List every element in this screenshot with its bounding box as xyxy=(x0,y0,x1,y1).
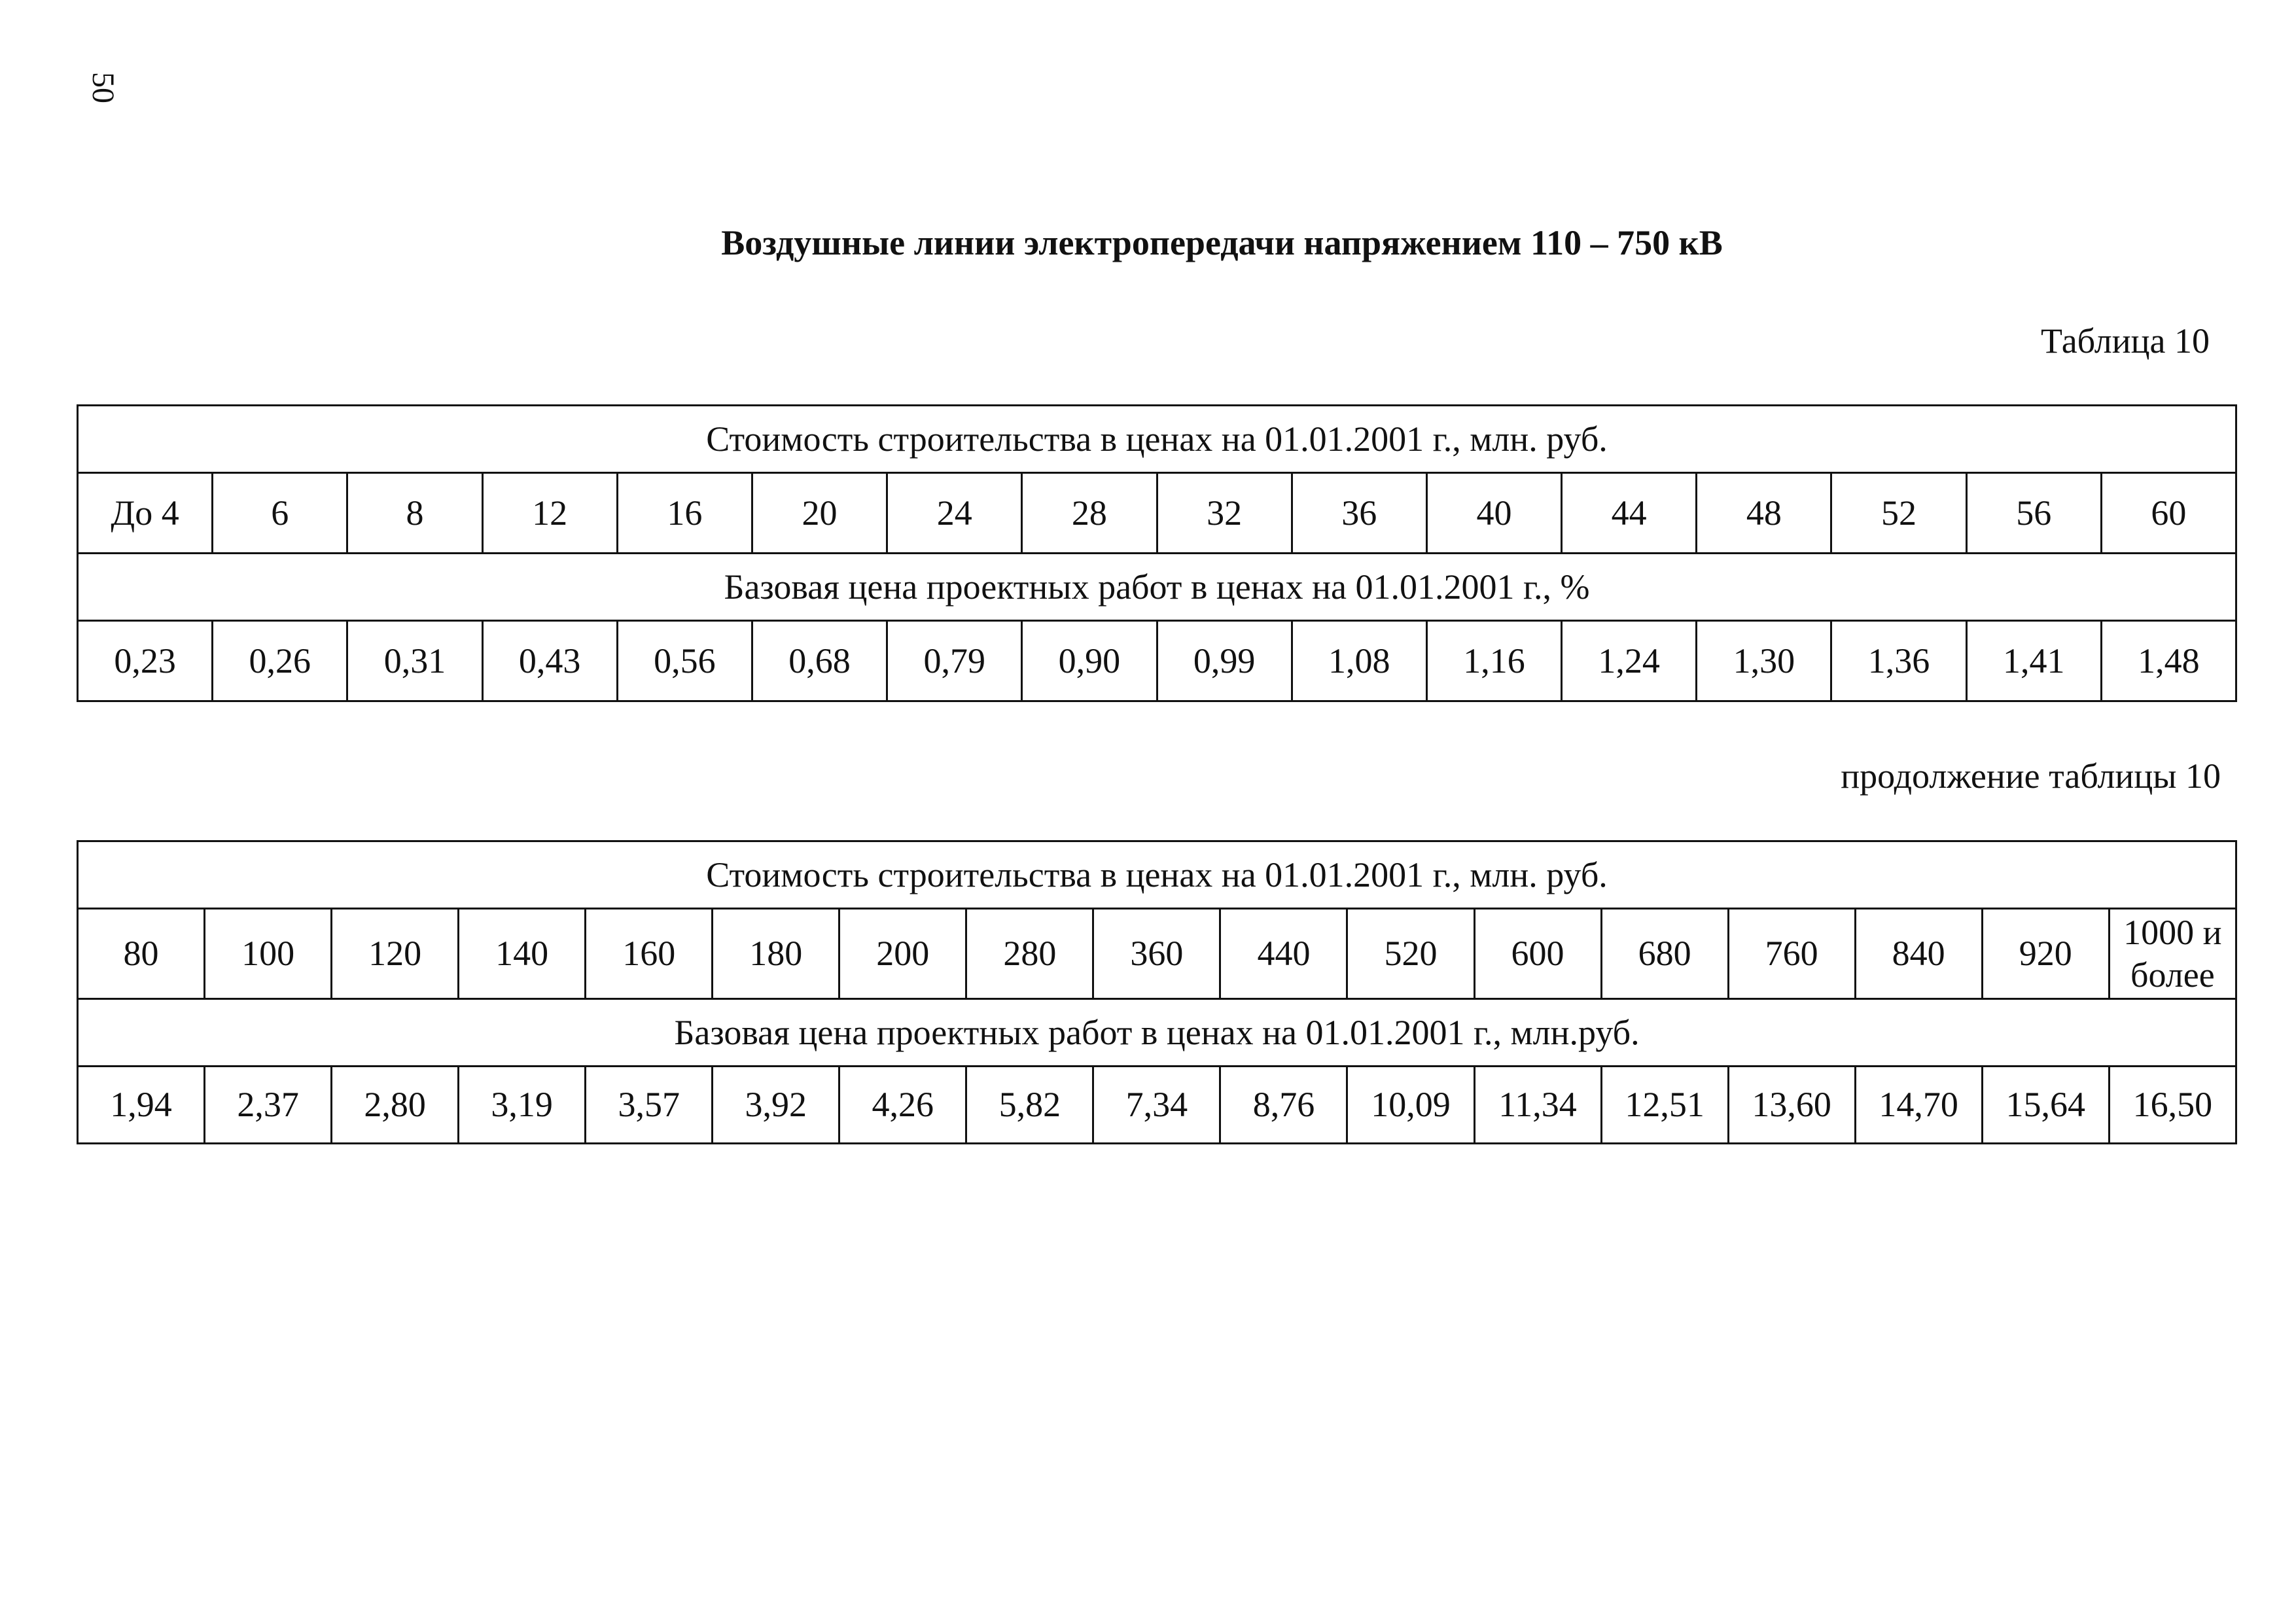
price-cell: 15,64 xyxy=(1982,1067,2109,1144)
cost-header-row xyxy=(78,841,2236,909)
price-cell: 1,41 xyxy=(1966,621,2101,701)
cost-cell: 32 xyxy=(1157,473,1292,554)
price-cell: 8,76 xyxy=(1220,1067,1347,1144)
price-cell: 1,08 xyxy=(1292,621,1426,701)
price-cell: 13,60 xyxy=(1728,1067,1855,1144)
price-cell: 14,70 xyxy=(1855,1067,1982,1144)
cost-cell: 180 xyxy=(713,909,839,999)
price-values-row xyxy=(78,1067,2236,1144)
price-cell: 0,26 xyxy=(213,621,347,701)
cost-header-row xyxy=(78,406,2236,473)
cost-header-cell: Стоимость строительства в ценах на 01.01.2001 г., млн. руб. xyxy=(78,841,2236,909)
cost-cell: 680 xyxy=(1601,909,1728,999)
price-cell: 0,90 xyxy=(1022,621,1157,701)
cost-values-row xyxy=(78,909,2236,999)
price-header-row xyxy=(78,999,2236,1067)
price-cell: 0,68 xyxy=(752,621,887,701)
price-cell: 0,31 xyxy=(347,621,482,701)
cost-cell: 520 xyxy=(1347,909,1474,999)
price-values-row xyxy=(78,621,2236,701)
cost-cell: 360 xyxy=(1093,909,1220,999)
price-cell: 2,37 xyxy=(205,1067,332,1144)
cost-cell: 28 xyxy=(1022,473,1157,554)
cost-cell: 840 xyxy=(1855,909,1982,999)
price-cell: 3,19 xyxy=(459,1067,586,1144)
price-cell: 1,24 xyxy=(1562,621,1697,701)
price-header-row xyxy=(78,554,2236,621)
price-cell: 11,34 xyxy=(1474,1067,1601,1144)
price-cell: 1,94 xyxy=(78,1067,205,1144)
cost-cell: 20 xyxy=(752,473,887,554)
price-cell: 16,50 xyxy=(2109,1067,2236,1144)
cost-cell: 100 xyxy=(205,909,332,999)
cost-cell: 440 xyxy=(1220,909,1347,999)
cost-cell: 60 xyxy=(2101,473,2236,554)
price-cell: 5,82 xyxy=(966,1067,1093,1144)
cost-cell: 6 xyxy=(213,473,347,554)
cost-cell: 56 xyxy=(1966,473,2101,554)
cost-cell: 160 xyxy=(586,909,713,999)
document-title: Воздушные линии электропередачи напряжением 110 – 750 кВ xyxy=(721,223,1723,262)
price-cell: 1,30 xyxy=(1697,621,1831,701)
cost-cell: 40 xyxy=(1426,473,1561,554)
price-cell: 0,43 xyxy=(482,621,617,701)
cost-cell: 16 xyxy=(617,473,752,554)
price-header-cell: Базовая цена проектных работ в ценах на 01.01.2001 г., млн.руб. xyxy=(78,999,2236,1067)
cost-cell: 80 xyxy=(78,909,205,999)
cost-cell: 600 xyxy=(1474,909,1601,999)
cost-cell: 920 xyxy=(1982,909,2109,999)
price-cell: 4,26 xyxy=(839,1067,966,1144)
price-cell: 0,79 xyxy=(887,621,1022,701)
price-cell: 3,92 xyxy=(713,1067,839,1144)
price-cell: 12,51 xyxy=(1601,1067,1728,1144)
cost-cell: 44 xyxy=(1562,473,1697,554)
page-number: 50 xyxy=(86,72,120,103)
price-cell: 0,23 xyxy=(78,621,213,701)
cost-cell: До 4 xyxy=(78,473,213,554)
price-table-2 xyxy=(77,840,2237,1144)
price-header-cell: Базовая цена проектных работ в ценах на 01.01.2001 г., % xyxy=(78,554,2236,621)
cost-cell: 200 xyxy=(839,909,966,999)
cost-cell: 12 xyxy=(482,473,617,554)
price-cell: 3,57 xyxy=(586,1067,713,1144)
price-cell: 2,80 xyxy=(332,1067,459,1144)
cost-cell: 1000 и более xyxy=(2109,909,2236,999)
price-cell: 1,16 xyxy=(1426,621,1561,701)
cost-cell: 36 xyxy=(1292,473,1426,554)
cost-cell: 24 xyxy=(887,473,1022,554)
cost-cell: 120 xyxy=(332,909,459,999)
price-cell: 10,09 xyxy=(1347,1067,1474,1144)
price-table-1 xyxy=(77,404,2237,702)
continuation-label: продолжение таблицы 10 xyxy=(1841,756,2221,796)
table-label: Таблица 10 xyxy=(2041,321,2210,361)
price-cell: 7,34 xyxy=(1093,1067,1220,1144)
cost-header-cell: Стоимость строительства в ценах на 01.01.2001 г., млн. руб. xyxy=(78,406,2236,473)
cost-cell: 52 xyxy=(1831,473,1966,554)
cost-cell: 140 xyxy=(459,909,586,999)
price-cell: 1,48 xyxy=(2101,621,2236,701)
cost-cell: 280 xyxy=(966,909,1093,999)
price-cell: 1,36 xyxy=(1831,621,1966,701)
cost-cell: 8 xyxy=(347,473,482,554)
cost-cell: 48 xyxy=(1697,473,1831,554)
cost-values-row xyxy=(78,473,2236,554)
price-cell: 0,99 xyxy=(1157,621,1292,701)
cost-cell: 760 xyxy=(1728,909,1855,999)
price-cell: 0,56 xyxy=(617,621,752,701)
